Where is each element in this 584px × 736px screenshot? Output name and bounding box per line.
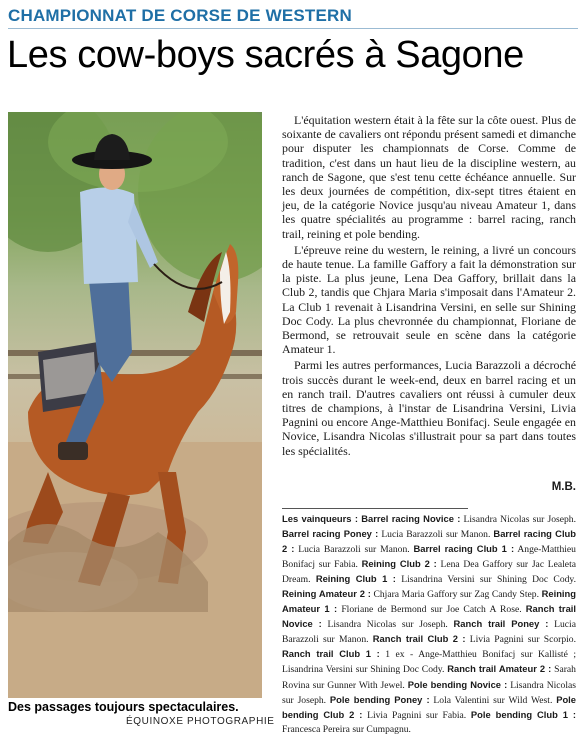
result-category: Pole bending Club 2 : <box>282 693 576 720</box>
photo-credit: ÉQUINOXE PHOTOGRAPHIE <box>126 716 275 727</box>
result-winner: Livia Pagnini sur Fabia. <box>362 709 471 721</box>
result-winner: Sarah Rovina sur Gunner With Jewel. <box>282 664 576 691</box>
kicker-divider <box>8 28 578 29</box>
result-winner: Lisandrina Versini sur Shining Doc Cody. <box>395 574 576 586</box>
article-headline: Les cow-boys sacrés à Sagone <box>7 34 524 76</box>
photo-caption: Des passages toujours spectaculaires. <box>8 700 239 714</box>
result-category: Pole bending Novice : <box>407 678 508 690</box>
result-category: Ranch trail Amateur 2 : <box>447 663 552 675</box>
result-winner: Lucia Barazzoli sur Manon. <box>378 529 494 541</box>
article-body <box>282 113 576 460</box>
article-paragraph: Parmi les autres performances, Lucia Barazzoli a décroché trois succès durant le week-end, deux en barrel racing et un en ranch trail. D'autres cavaliers ont réussi à cumuler deux titres de champions, à l'instar de Lisandrina Versini, Livia Pagnini ou encore Ange-Matthieu Bonifacj. Seule engagée en Novice, Lisandra Nicolas s'illustrait pour sa part dans toutes les spécialités. <box>282 358 576 458</box>
result-category: Ranch trail Poney : <box>453 618 549 630</box>
result-winner: Lisandra Nicolas sur Joseph. <box>282 679 576 706</box>
author-signature: M.B. <box>551 481 576 493</box>
result-winner: Lucia Barazzoli sur Manon. <box>294 544 414 556</box>
result-category: Reining Club 2 : <box>361 558 437 570</box>
section-kicker: CHAMPIONNAT DE CORSE DE WESTERN <box>8 6 353 25</box>
result-category: Ranch trail Novice : <box>282 603 577 630</box>
result-winner: 1 ex - Ange-Matthieu Bonifacj sur Kallisté ; Lisandrina Versini sur Shining Doc Cody. <box>282 649 576 676</box>
result-winner: Lola Valentini sur Wild West. <box>429 694 557 706</box>
result-winner: Francesca Pereira sur Cumpagnu. <box>282 723 411 735</box>
result-winner: Ange-Matthieu Bonifacj sur Fabia. <box>282 544 576 571</box>
result-winner: Lucia Barazzoli sur Manon. <box>282 619 576 646</box>
article-paragraph: L'épreuve reine du western, le reining, a livré un concours de haute tenue. La famille Gaffory a fait la démonstration sur la piste. La plus jeune, Lena Dea Gaffory, brillait dans la Club 2, tandis que Chjara Maria s'imposait dans l'Amateur 2. La Club 1 revenait à Lisandrina Versini, en selle sur Shining Doc Cody. La plus chevronnée du championnat, Floriane de Bermond, se retrouvait seule en scène dans la catégorie Amateur 1. <box>282 242 576 357</box>
result-category: Pole bending Club 1 : <box>470 708 576 720</box>
result-winner: Floriane de Bermond sur Joe Catch A Rose. <box>337 604 526 616</box>
article-photo <box>8 112 262 698</box>
result-category: Barrel racing Club 1 : <box>413 543 515 555</box>
result-winner: Livia Pagnini sur Scorpio. <box>465 634 576 646</box>
results-divider <box>282 508 468 509</box>
result-category: Reining Amateur 1 : <box>282 588 576 615</box>
result-winner: Lisandra Nicolas sur Joseph. <box>460 514 576 525</box>
result-category: Reining Amateur 2 : <box>282 588 371 600</box>
result-category: Barrel racing Club 2 : <box>282 528 576 555</box>
results-list <box>282 512 576 736</box>
result-winner: Lisandra Nicolas sur Joseph. <box>321 619 454 631</box>
article-paragraph: L'équitation western était à la fête sur la côte ouest. Plus de soixante de cavaliers ont répondu présent samedi et dimanche pour disputer les championnats de Corse. Comme de tradition, c'est dans un haut lieu de la discipline western, au ranch de Sagone, que s'est tenu cette échéance annuelle. Sur les deux journées de compétition, dix-sept titres étaient en jeu, de la catégorie Novice jusqu'au niveau Amateur 1, dans les quatre spécialités au programme : barrel racing, ranch trail, reining et pole bending. <box>282 113 576 241</box>
result-category: Ranch trail Club 2 : <box>372 633 466 645</box>
rider-on-horse-illustration <box>8 112 262 698</box>
result-category: Barrel racing Poney : <box>282 528 379 540</box>
result-category: Reining Club 1 : <box>315 573 396 585</box>
result-winner: Lena Dea Gaffory sur Jac Lealeta Dream. <box>282 559 576 586</box>
result-category: Pole bending Poney : <box>329 693 430 705</box>
result-category: Ranch trail Club 1 : <box>282 648 380 660</box>
result-winner: Chjara Maria Gaffory sur Zag Candy Step. <box>370 589 542 601</box>
result-category: Les vainqueurs : Barrel racing Novice : <box>282 513 461 524</box>
